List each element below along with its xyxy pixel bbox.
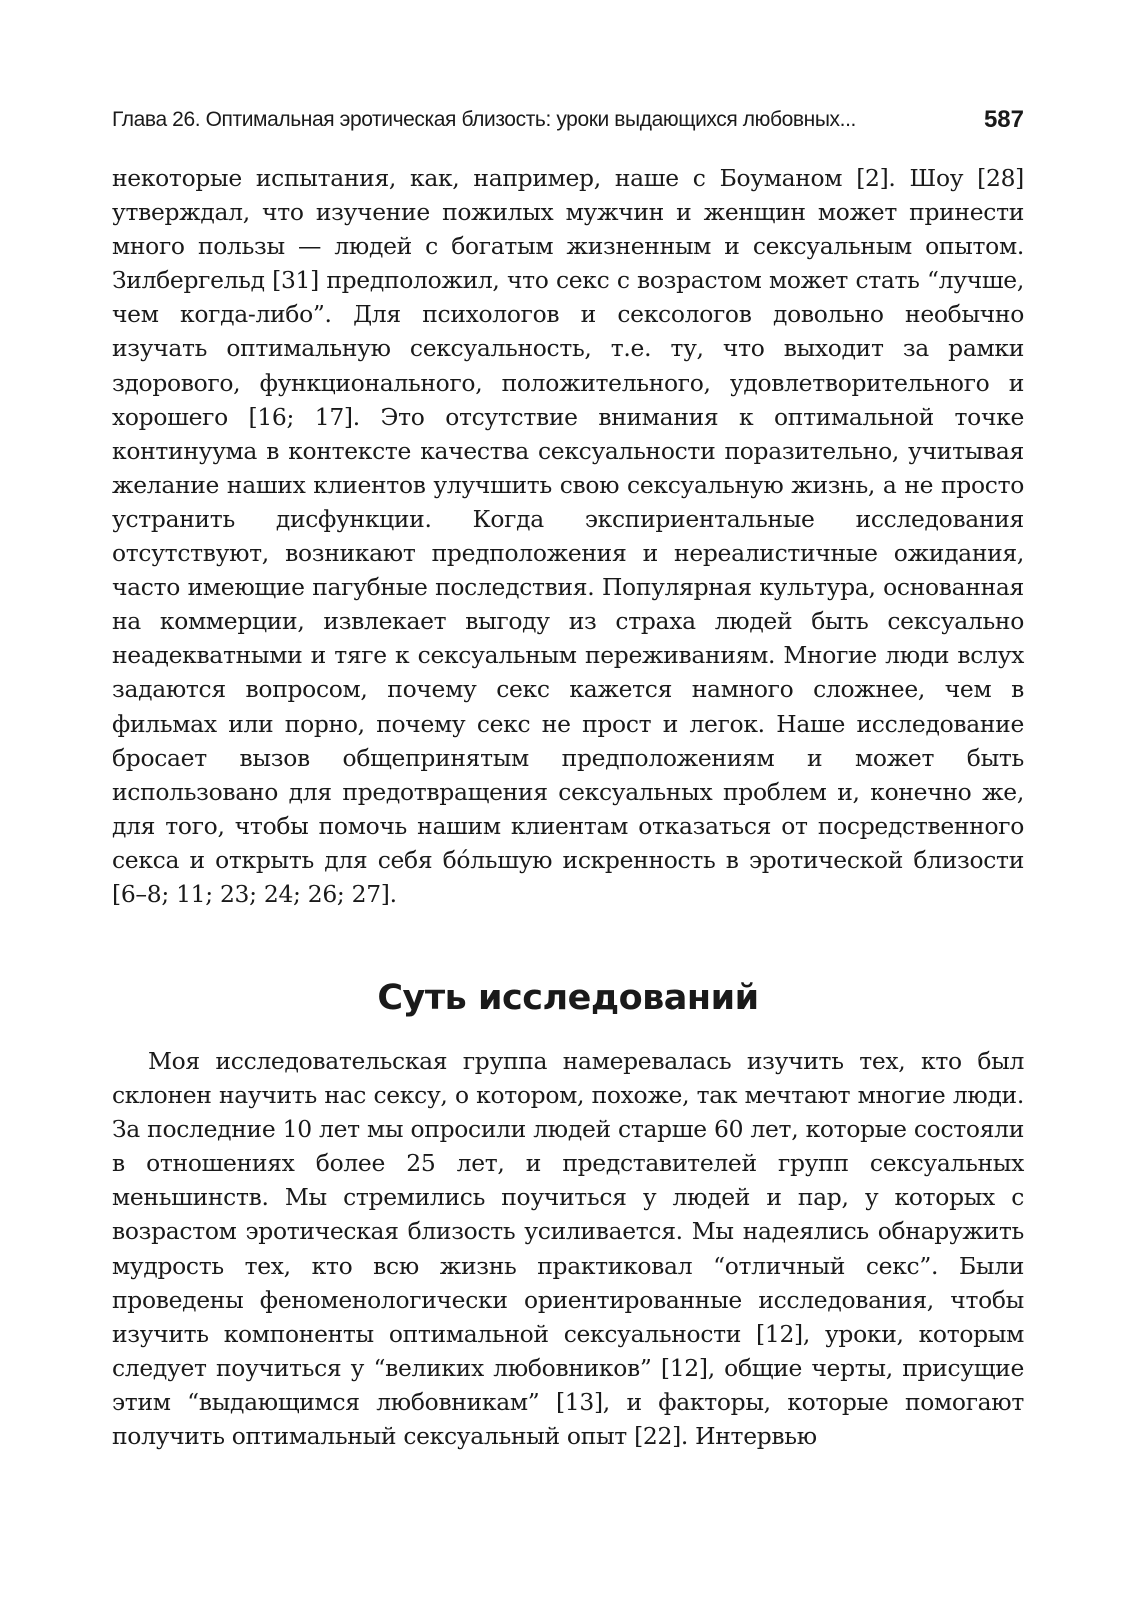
page-number: 587 <box>983 106 1024 133</box>
chapter-title: Глава 26. Оптимальная эротическая близость: уроки выдающихся любовных... <box>112 108 856 131</box>
paragraph-intro: некоторые испытания, как, например, наше с Боуманом [2]. Шоу [28] утверждал, что изучение пожилых мужчин и женщин может принести много пользы — людей с богатым жизненным и сексуальным опытом. Зилбергельд [31] предположил, что секс с возрастом может стать “лучше, чем когда-либо”. Для психологов и сексологов довольно необычно изучать оптимальную сексуальность, т.е. ту, что выходит за рамки здорового, функционального, положительного, удовлетворительного и хорошего [16; 17]. Это отсутствие внимания к оптимальной точке континуума в контексте качества сексуальности поразительно, учитывая желание наших клиентов улучшить свою сексуальную жизнь, а не просто устранить дисфункции. Когда экспириентальные исследования отсутствуют, возникают предположения и нереалистичные ожидания, часто имеющие пагубные последствия. Популярная культура, основанная на коммерции, извлекает выгоду из страха людей быть сексуально неадекватными и тяге к сексуальным переживаниям. Многие люди вслух задаются вопросом, почему секс кажется намного сложнее, чем в фильмах или порно, почему секс не прост и легок. Наше исследование бросает вызов общепринятым предположениям и может быть использовано для предотвращения сексуальных проблем и, конечно же, для того, чтобы помочь нашим клиентам отказаться от посредственного секса и открыть для себя бо́льшую искренность в эротической близости [6–8; 11; 23; 24; 26; 27]. <box>112 164 1024 908</box>
section-heading: Суть исследований <box>377 978 759 1018</box>
running-head <box>112 100 1024 140</box>
paragraph-research-essence: Моя исследовательская группа намеревалась изучить тех, кто был склонен научить нас сексу, о котором, похоже, так мечтают многие люди. За последние 10 лет мы опросили людей старше 60 лет, которые состояли в отношениях более 25 лет, и представителей групп сексуальных меньшинств. Мы стремились поучиться у людей и пар, у которых с возрастом эротическая близость усиливается. Мы надеялись обнаружить мудрость тех, кто всю жизнь практиковал “отличный секс”. Были проведены феноменологически ориентированные исследования, чтобы изучить компоненты оптимальной сексуальности [12], уроки, которым следует поучиться у “великих любовников” [12], общие черты, присущие этим “выдающимся любовникам” [13], и факторы, которые помогают получить оптимальный сексуальный опыт [22]. Интервью <box>112 1047 1024 1451</box>
